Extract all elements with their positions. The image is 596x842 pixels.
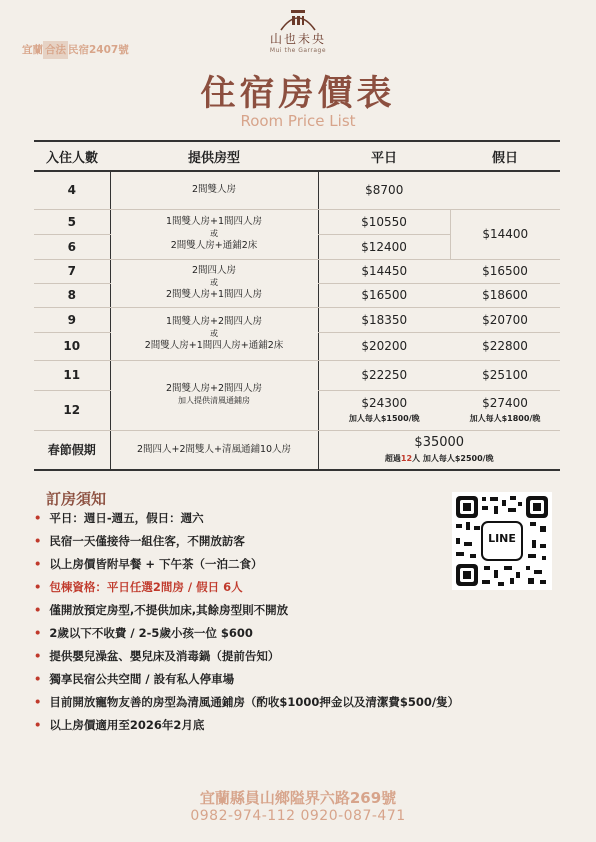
guests-cell: 春節假期 [34,430,110,470]
license-highlight: 合法 [43,41,68,59]
room-cell: 2間雙人房 [110,171,318,209]
guests-cell: 7 [34,259,110,283]
list-item: • 目前開放寵物友善的房型為清風通鋪房（酌收$1000押金以及清潔費$500/隻） [34,695,460,709]
list-item: • 包棟資格：平日任選2間房 / 假日 6人 [34,580,243,594]
weekday-price: $18350 [318,307,450,332]
weekday-price: $12400 [318,234,450,259]
header-room: 提供房型 [110,141,318,171]
holiday-price: $27400 加人每人$1800/晚 [450,390,560,430]
holiday-price: $20700 [450,307,560,332]
table-header-row [34,141,560,171]
address: 宜蘭縣員山鄉隘界六路269號 [199,789,397,807]
holiday-price: $25100 [450,360,560,390]
room-cell: 2間四人+2間雙人+清風通鋪10人房 [110,430,318,470]
price-table [34,140,560,471]
holiday-price: $14400 [450,209,560,259]
weekday-price: $24300 加人每人$1500/晚 [318,390,450,430]
page-title: 住宿房價表 [200,73,396,114]
license-number: 宜蘭 合法 民宿2407號 [22,42,129,57]
guests-cell: 8 [34,283,110,307]
room-cell: 2間雙人房+2間四人房 加人提供清風通鋪房 [110,360,318,430]
list-item: • 2歲以下不收費 / 2-5歲小孩一位 $600 [34,626,253,640]
room-cell: 1間雙人房+2間四人房 或 2間雙人房+1間四人房+通鋪2床 [110,307,318,360]
weekday-price: $10550 [318,209,450,234]
house-icon [278,6,318,32]
guests-cell: 6 [34,234,110,259]
logo-subtext: Mui the Garrage [269,47,327,54]
holiday-price: $18600 [450,283,560,307]
list-item: • 僅開放預定房型,不提供加床,其餘房型則不開放 [34,603,289,617]
logo [266,6,330,64]
room-cell: 1間雙人房+1間四人房 或 2間雙人房+通鋪2床 [110,209,318,259]
holiday-price [450,171,560,209]
page-subtitle: Room Price List [240,112,356,130]
table-row [34,259,560,283]
guests-cell: 4 [34,171,110,209]
holiday-price: $16500 [450,259,560,283]
table-row [34,171,560,209]
guests-cell: 10 [34,332,110,360]
holiday-price: $22800 [450,332,560,360]
list-item: • 民宿一天僅接待一組住客，不開放訪客 [34,534,245,548]
table-row [34,430,560,470]
weekday-price: $22250 [318,360,450,390]
guests-cell: 11 [34,360,110,390]
line-qr-code[interactable] [452,492,552,590]
guests-cell: 9 [34,307,110,332]
header-guests: 入住人數 [34,141,110,171]
list-item: • 提供嬰兒澡盆、嬰兒床及消毒鍋（提前告知） [34,649,280,663]
list-item: • 以上房價適用至2026年2月底 [34,718,205,732]
list-item: • 以上房價皆附早餐 + 下午茶（一泊二食） [34,557,263,571]
room-cell: 2間四人房 或 2間雙人房+1間四人房 [110,259,318,307]
list-item: • 平日：週日-週五，假日：週六 [34,511,204,525]
logo-text: 山也未央 [269,32,326,46]
weekday-price: $20200 [318,332,450,360]
table-row [34,209,560,234]
notes-title: 訂房須知 [46,490,107,508]
spring-price: $35000 超過12人 加人每人$2500/晚 [318,430,560,470]
list-item: • 獨享民宿公共空間 / 設有私人停車場 [34,672,235,686]
table-row [34,360,560,390]
weekday-price: $8700 [318,171,450,209]
guests-cell: 5 [34,209,110,234]
header-weekday: 平日 [318,141,450,171]
phone-numbers[interactable]: 0982-974-112 0920-087-471 [190,808,406,824]
header-holiday: 假日 [450,141,560,171]
notes-list [34,508,459,738]
qr-line-label: LINE [488,532,516,545]
table-row [34,307,560,332]
weekday-price: $16500 [318,283,450,307]
guests-cell: 12 [34,390,110,430]
weekday-price: $14450 [318,259,450,283]
